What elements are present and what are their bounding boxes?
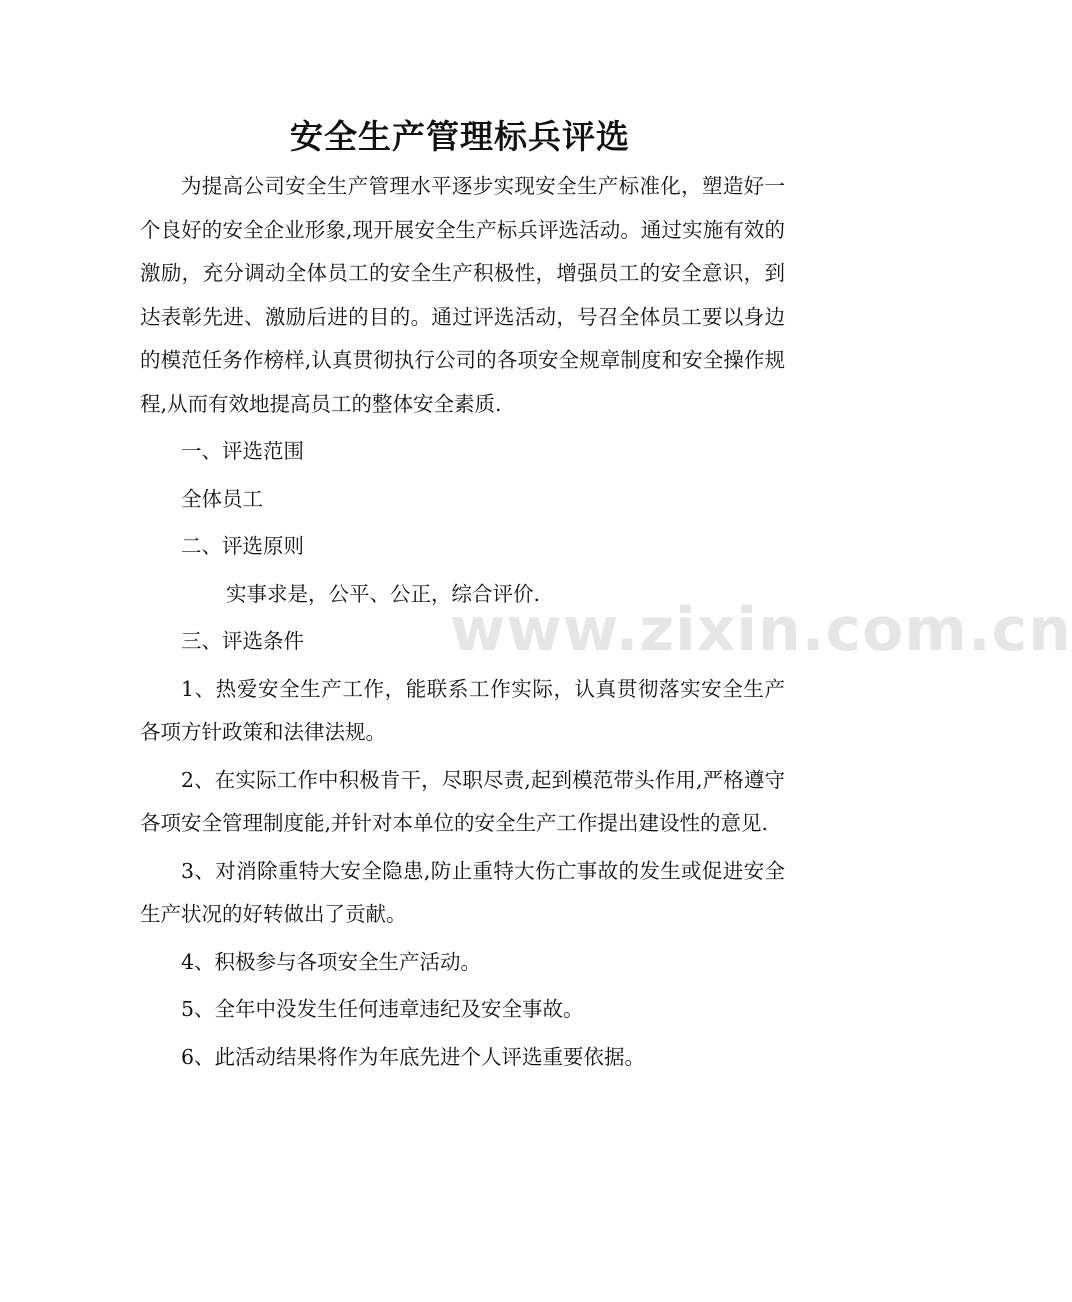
document-body	[140, 165, 785, 1079]
section-content-principle: 实事求是，公平、公正，综合评价.	[226, 581, 541, 606]
condition-item: 4、积极参与各项安全生产活动。	[181, 949, 482, 974]
section-heading-scope: 一、评选范围	[181, 439, 304, 463]
condition-item: 3、对消除重特大安全隐患,防止重特大伤亡事故的发生或促进安全生产状况的好转做出了贡献。	[140, 858, 785, 926]
condition-item: 6、此活动结果将作为年底先进个人评选重要依据。	[181, 1044, 646, 1069]
section-content-scope: 全体员工	[181, 486, 263, 511]
watermark: www.zixin.com.cn	[450, 595, 1072, 665]
condition-item: 1、热爱安全生产工作，能联系工作实际，认真贯彻落实安全生产各项方针政策和法律法规。	[140, 676, 785, 744]
document-title: 安全生产管理标兵评选	[290, 117, 630, 156]
condition-item: 5、全年中没发生任何违章违纪及安全事故。	[181, 997, 584, 1021]
section-heading-principle: 二、评选原则	[181, 534, 304, 558]
intro-paragraph: 为提高公司安全生产管理水平逐步实现安全生产标准化，塑造好一个良好的安全企业形象,现开展安全生产标兵评选活动。通过实施有效的激励，充分调动全体员工的安全生产积极性，增强员工的安全意识，到达表彰先进、激励后进的目的。通过评选活动，号召全体员工要以身边的模范任务作榜样,认真贯彻执行公司的各项安全规章制度和安全操作规程,从而有效地提高员工的整体安全素质.	[140, 174, 785, 416]
section-heading-conditions: 三、评选条件	[181, 629, 304, 653]
condition-item: 2、在实际工作中积极肯干，尽职尽责,起到模范带头作用,严格遵守各项安全管理制度能,并针对本单位的安全生产工作提出建设性的意见.	[140, 767, 785, 835]
